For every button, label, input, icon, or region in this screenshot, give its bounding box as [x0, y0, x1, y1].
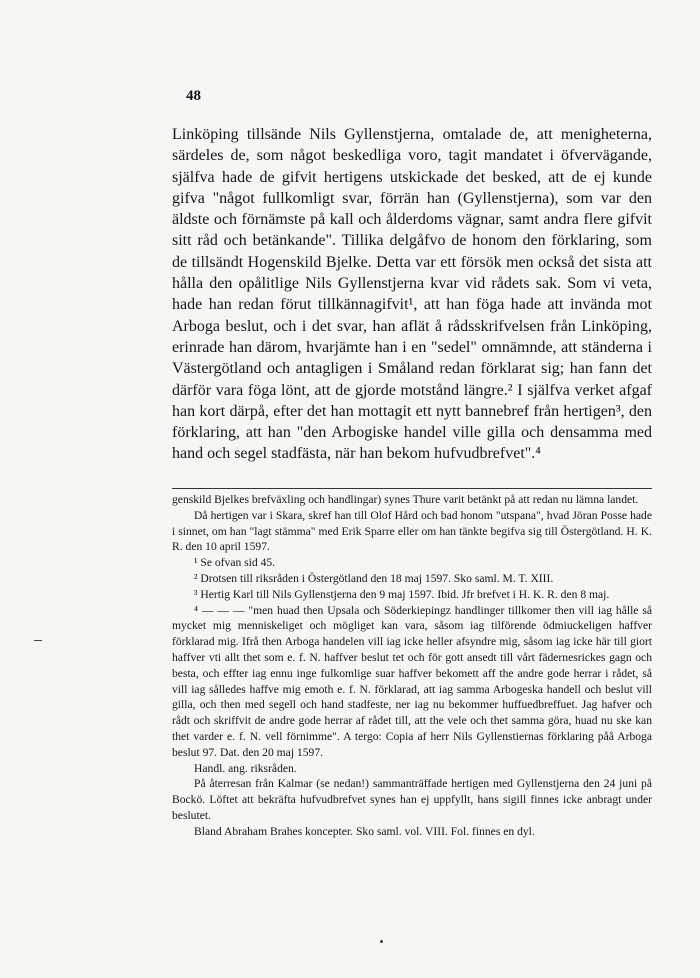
footnote-2: ² Drotsen till riksråden i Östergötland den 18 maj 1597. Sko saml. M. T. XIII. [194, 571, 554, 585]
footnote-3: ³ Hertig Karl till Nils Gyllenstjerna den 9 maj 1597. Ibid. Jfr brefvet i H. K. R. den 8 maj. [194, 587, 610, 601]
footnote-return-paragraph: På återresan från Kalmar (se nedan!) sammanträffade hertigen med Gyllenstjerna den 24 juni på Bockö. Löftet att bekräfta hufvudbrefvet synes han ej uppfyllt, hans sigill finnes icke anbragt under beslutet. [172, 777, 652, 822]
page-speck [380, 940, 383, 943]
body-paragraph: Linköping tillsände Nils Gyllenstjerna, omtalade de, att menigheterna, särdeles de, som något beskedliga voro, tagit mandatet i öfvervägande, själfva hade de gifvit hertigens utskickade det besked, att de ej kunde gifva "något fullkomligt svar, förrän han (Gyllenstjerna), som var den äldste och förnämste på kall och ålderdoms vägnar, samt andra flere gifvit sitt råd och betänkande". Tillika delgåfvo de honom den förklaring, som de tillsändt Hogenskild Bjelke. Detta var ett försök men också det sista att hålla den opålitlige Nils Gyllenstjerna kvar vid rådets sak. Som vi veta, hade han redan förut tillkännagifvit¹, att han föga hade att invända mot Arboga beslut, och i det svar, han aflät å rådsskrifvelsen från Linköping, erinrade han därom, hvarjämte han i en "sedel" omnämnde, att ständerna i Västergötland och antagligen i Småland redan förklarat sig; han fann det därför vara föga lönt, att de gjorde motstånd längre.² I själfva verket afgaf han kort därpå, efter det han mottagit ett nytt bannebref från hertigen³, den förklaring, att han "den Arbogiske handel ville gilla och densamma med hand och segel stadfästa, när han bekom hufvudbrefvet".⁴ [172, 126, 652, 463]
page-number: 48 [186, 88, 201, 104]
footnote-1: ¹ Se ofvan sid 45. [194, 556, 276, 570]
margin-mark [34, 640, 42, 641]
footnote-brahe-paragraph: Bland Abraham Brahes koncepter. Sko saml. vol. VIII. Fol. finnes en dyl. [194, 824, 535, 838]
footnote-continuation: genskild Bjelkes brefväxling och handlingar) synes Thure varit betänkt på att redan nu lämna landet. [172, 493, 639, 506]
footnote-4-source: Handl. ang. riksråden. [194, 761, 297, 775]
footnote-4: ⁴ — — — "men huad then Upsala och Söderkiepingz handlinger tillkomer then vill iag hålle så mycket mig menniskeliget och mögliget kan vara, såsom iag tilförende ödmiuckeligen haffver förklarad mig. Ifrå then Arboga handelen vill iag icke heller afsyndre mig, såsom iag icke här till giort haffver vti allt thet som e. f. N. haffver beslut tet och för gott ansedt till vårt fädernesrickes gagn och besta, och effter iag ennu inge fulkomlige suar haffver bekomett aff the andre gode herrar i rådet, så vill iag sålledes haffve mig emoth e. f. N. förklarad, att iag samma Arbogeska handell och beslut vill gilla, och then med segell och hand stadfeste, ner iag nu bekommer huffuedbreffuet. Jag hafver och rådt och skriffvit de andre gode herrar af rådet till, att the vele och thet samma göra, huad nu ske kan thet varder e. f. N. vell förnimme". A tergo: Copia af herr Nils Gyllenstiernas förklaring påå Arboga beslut 97. Dat. den 20 maj 1597. [172, 603, 652, 759]
footnote-divider [172, 488, 652, 489]
body-text [172, 124, 652, 465]
footnote-continuation-2: Då hertigen var i Skara, skref han till Olof Hård och bad honom "utspana", hvad Jöran Posse hade i sinnet, om han "lagt stämma" med Erik Sparre eller om han tänkte begifva sig till Östergötland. H. K. R. den 10 april 1597. [172, 508, 652, 554]
footnotes [172, 492, 652, 840]
